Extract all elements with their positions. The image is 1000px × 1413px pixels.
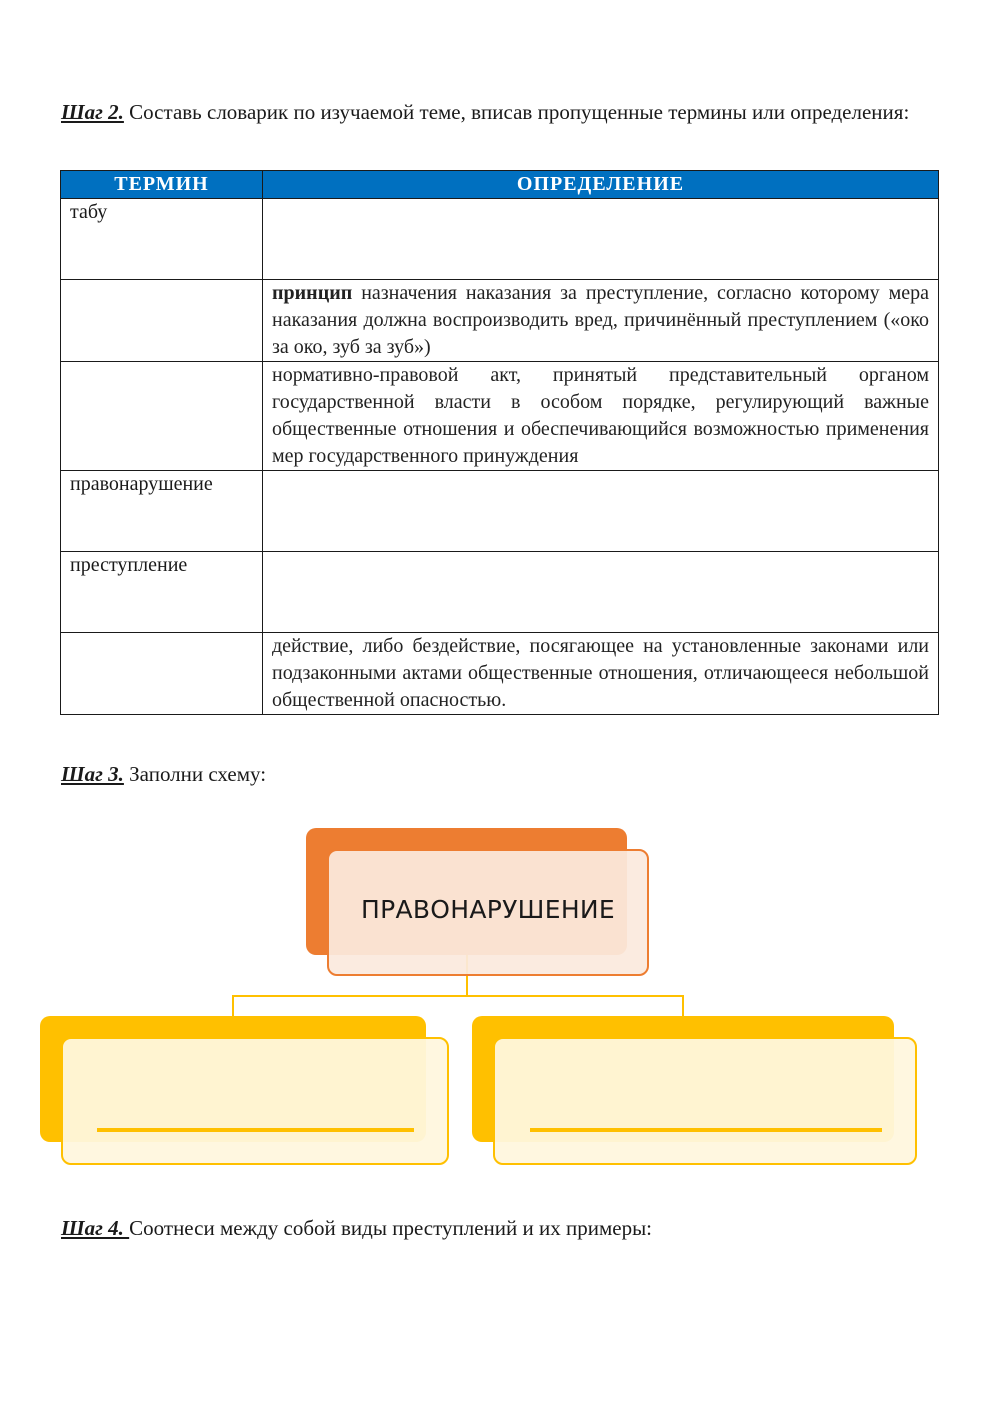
header-term: ТЕРМИН xyxy=(61,171,263,199)
step-3-text: Заполни схему: xyxy=(123,762,267,786)
left-answer-line[interactable] xyxy=(97,1128,414,1132)
term-cell[interactable] xyxy=(61,633,263,715)
header-definition: ОПРЕДЕЛЕНИЕ xyxy=(263,171,939,199)
definition-bold-word: принцип xyxy=(272,282,353,304)
vocabulary-table xyxy=(60,170,939,715)
term-cell[interactable] xyxy=(61,362,263,471)
step-2-label: Шаг 2. xyxy=(61,100,124,124)
definition-cell[interactable] xyxy=(263,199,939,280)
definition-cell[interactable] xyxy=(263,552,939,633)
step-4-instruction xyxy=(61,1214,938,1242)
definition-cell xyxy=(263,280,939,362)
step-2-text: Составь словарик по изучаемой теме, вписав пропущенные термины или определения: xyxy=(123,100,910,124)
table-row xyxy=(61,471,939,552)
step-4-text: Соотнеси между собой виды преступлений и их примеры: xyxy=(129,1216,653,1240)
left-answer-box[interactable] xyxy=(61,1037,449,1165)
term-cell: преступление xyxy=(61,552,263,633)
term-cell: правонарушение xyxy=(61,471,263,552)
term-cell[interactable] xyxy=(61,280,263,362)
definition-cell[interactable] xyxy=(263,471,939,552)
right-answer-box[interactable] xyxy=(493,1037,917,1165)
term-cell[interactable]: табу xyxy=(61,199,263,280)
table-row xyxy=(61,552,939,633)
step-2-instruction xyxy=(61,98,938,126)
root-box-title: ПРАВОНАРУШЕНИЕ xyxy=(360,895,616,924)
table-row xyxy=(61,199,939,280)
step-3-label: Шаг 3. xyxy=(61,762,124,786)
table-row xyxy=(61,280,939,362)
table-row xyxy=(61,362,939,471)
right-answer-line[interactable] xyxy=(530,1128,882,1132)
connector-horizontal xyxy=(232,995,684,997)
table-header-row xyxy=(61,171,939,199)
step-4-label: Шаг 4. xyxy=(61,1216,130,1240)
definition-cell: нормативно-правовой акт, принятый представительный органом государственной власти в особом порядке, регулирующий важные общественные отношения и обеспечивающийся возможностью применения мер государственного принуждения xyxy=(263,362,939,471)
connector-left-drop xyxy=(232,995,234,1017)
connector-right-drop xyxy=(682,995,684,1017)
table-row xyxy=(61,633,939,715)
definition-cell: действие, либо бездействие, посягающее на установленные законами или подзаконными актами общественные отношения, отличающееся небольшой общественной опасностью. xyxy=(263,633,939,715)
definition-text: назначения наказания за преступление, согласно которому мера наказания должна воспроизводить вред, причинённый преступлением («око за око, зуб за зуб») xyxy=(272,282,929,358)
step-3-instruction xyxy=(61,760,938,788)
